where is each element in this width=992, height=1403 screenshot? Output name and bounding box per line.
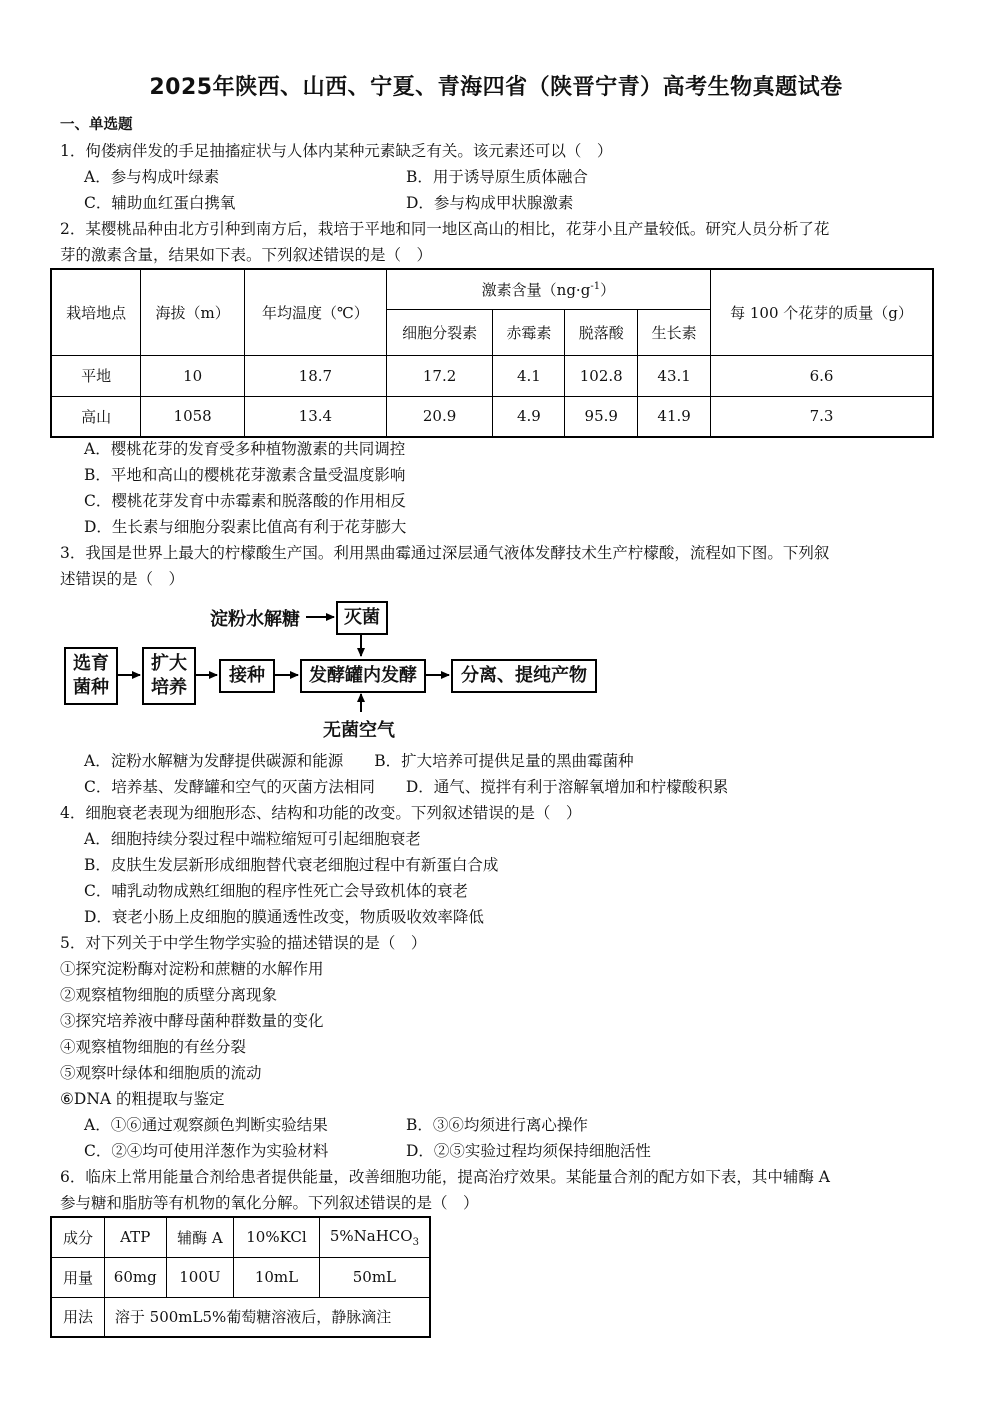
table-cell: 41.9 (638, 396, 711, 437)
q5-item: ②观察植物细胞的质壁分离现象 (60, 986, 278, 1004)
section-heading: 一、单选题 (60, 117, 133, 133)
q6-stem-line2: 参与糖和脂肪等有机物的氧化分解。下列叙述错误的是（ ） (60, 1194, 479, 1212)
header-cytokinin: 细胞分裂素 (386, 309, 493, 355)
q5-item: ⑥DNA 的粗提取与鉴定 (60, 1090, 225, 1108)
q5-item: ③探究培养液中酵母菌种群数量的变化 (60, 1012, 324, 1030)
q4-option-c: C．哺乳动物成熟红细胞的程序性死亡会导致机体的衰老 (84, 882, 468, 900)
header-auxin: 生长素 (638, 309, 711, 355)
header-temperature: 年均温度（℃） (245, 269, 387, 355)
table-row (51, 1257, 430, 1297)
table-cell: 17.2 (386, 355, 493, 396)
q3-options-ab: A．淀粉水解糖为发酵提供碳源和能源 B．扩大培养可提供足量的黑曲霉菌种 (84, 752, 634, 770)
q4-option-b: B．皮肤生发层新形成细胞替代衰老细胞过程中有新蛋白合成 (84, 856, 499, 874)
table-cell: 95.9 (565, 396, 638, 437)
q1-option-b: B．用于诱导原生质体融合 (406, 168, 588, 186)
table-cell: 4.9 (493, 396, 565, 437)
page-title: 2025年陕西、山西、宁夏、青海四省（陕晋宁青）高考生物真题试卷 (149, 75, 843, 100)
table-cell: 高山 (51, 396, 141, 437)
table-cell: 50mL (319, 1257, 430, 1297)
table-cell: 18.7 (245, 355, 387, 396)
table-cell: 20.9 (386, 396, 493, 437)
q1-stem: 1．佝偻病伴发的手足抽搐症状与人体内某种元素缺乏有关。该元素还可以（ ） (60, 142, 613, 160)
table-cell: ATP (104, 1217, 166, 1257)
table-cell: 5%NaHCO$_3$ (319, 1217, 430, 1257)
q4-option-a: A．细胞持续分裂过程中端粒缩短可引起细胞衰老 (84, 830, 421, 848)
table-cell: 用量 (51, 1257, 104, 1297)
table-cell: 100U (166, 1257, 234, 1297)
flow-ferment-box: 发酵罐内发酵 (300, 659, 426, 693)
q5-option-c: C．②④均可使用洋葱作为实验材料 (84, 1142, 329, 1160)
table-cell: 10%KCl (234, 1217, 320, 1257)
table-cell: 用法 (51, 1297, 104, 1337)
table-cell: 1058 (141, 396, 245, 437)
table-row (51, 355, 933, 396)
q3-options-cd: C．培养基、发酵罐和空气的灭菌方法相同 D．通气、搅拌有利于溶解氧增加和柠檬酸积累 (84, 778, 729, 796)
q5-option-d: D．②⑤实验过程均须保持细胞活性 (406, 1142, 651, 1160)
q2-stem-line1: 2．某樱桃品种由北方引种到南方后，栽培于平地和同一地区高山的相比，花芽小且产量较低。研究人员分析了花 (60, 220, 830, 238)
q2-option-b: B．平地和高山的樱桃花芽激素含量受温度影响 (84, 466, 406, 484)
table-cell: 13.4 (245, 396, 387, 437)
table-row (51, 1297, 430, 1337)
table-cell: 溶于 500mL5%葡萄糖溶液后，静脉滴注 (104, 1297, 430, 1337)
table-cell: 10mL (234, 1257, 320, 1297)
header-abscisic-acid: 脱落酸 (565, 309, 638, 355)
q5-item: ①探究淀粉酶对淀粉和蔗糖的水解作用 (60, 960, 324, 978)
q5-option-a: A．①⑥通过观察颜色判断实验结果 (84, 1116, 328, 1134)
energy-mixture-table (50, 1216, 431, 1338)
table-cell: 辅酶 A (166, 1217, 234, 1257)
table-cell: 60mg (104, 1257, 166, 1297)
table-cell: 平地 (51, 355, 141, 396)
q1-option-a: A．参与构成叶绿素 (84, 168, 220, 186)
header-altitude: 海拔（m） (141, 269, 245, 355)
table-cell: 10 (141, 355, 245, 396)
table-cell: 6.6 (711, 355, 933, 396)
q2-stem-line2: 芽的激素含量，结果如下表。下列叙述错误的是（ ） (60, 246, 433, 264)
table-row (51, 1217, 430, 1257)
q1-option-d: D．参与构成甲状腺激素 (406, 194, 574, 212)
q2-option-c: C．樱桃花芽发育中赤霉素和脱落酸的作用相反 (84, 492, 406, 510)
table-cell: 43.1 (638, 355, 711, 396)
hormone-table (50, 268, 934, 438)
header-bud-mass: 每 100 个花芽的质量（g） (711, 269, 933, 355)
table-cell: 成分 (51, 1217, 104, 1257)
q2-option-a: A．樱桃花芽的发育受多种植物激素的共同调控 (84, 440, 406, 458)
flow-inoculate-box: 接种 (219, 659, 275, 693)
flow-select-strain-box: 选育 菌种 (64, 647, 118, 705)
q5-option-b: B．③⑥均须进行离心操作 (406, 1116, 588, 1134)
flow-starch-label: 淀粉水解糖 (210, 609, 300, 630)
q5-item: ④观察植物细胞的有丝分裂 (60, 1038, 247, 1056)
q6-stem-line1: 6．临床上常用能量合剂给患者提供能量，改善细胞功能，提高治疗效果。某能量合剂的配方如下表，其中辅酶 A (60, 1168, 830, 1186)
flow-sterilize-box: 灭菌 (336, 601, 388, 635)
flow-air-label: 无菌空气 (323, 720, 395, 741)
q4-stem: 4．细胞衰老表现为细胞形态、结构和功能的改变。下列叙述错误的是（ ） (60, 804, 582, 822)
q1-option-c: C．辅助血红蛋白携氧 (84, 194, 236, 212)
q5-stem: 5．对下列关于中学生物学实验的描述错误的是（ ） (60, 934, 427, 952)
table-row (51, 396, 933, 437)
table-cell: 102.8 (565, 355, 638, 396)
header-gibberellin: 赤霉素 (493, 309, 565, 355)
table-cell: 4.1 (493, 355, 565, 396)
q3-stem-line2: 述错误的是（ ） (60, 570, 185, 588)
flow-expand-culture-box: 扩大 培养 (142, 647, 196, 705)
q4-option-d: D．衰老小肠上皮细胞的膜通透性改变，物质吸收效率降低 (84, 908, 484, 926)
header-hormone: 激素含量$(ng\cdot g^{-1})$ (386, 269, 710, 309)
q3-stem-line1: 3．我国是世界上最大的柠檬酸生产国。利用黑曲霉通过深层通气液体发酵技术生产柠檬酸，流程如下图。下列叙 (60, 544, 830, 562)
flow-separate-box: 分离、提纯产物 (451, 659, 597, 693)
q5-item: ⑤观察叶绿体和细胞质的流动 (60, 1064, 262, 1082)
header-site: 栽培地点 (51, 269, 141, 355)
table-cell: 7.3 (711, 396, 933, 437)
q2-option-d: D．生长素与细胞分裂素比值高有利于花芽膨大 (84, 518, 407, 536)
